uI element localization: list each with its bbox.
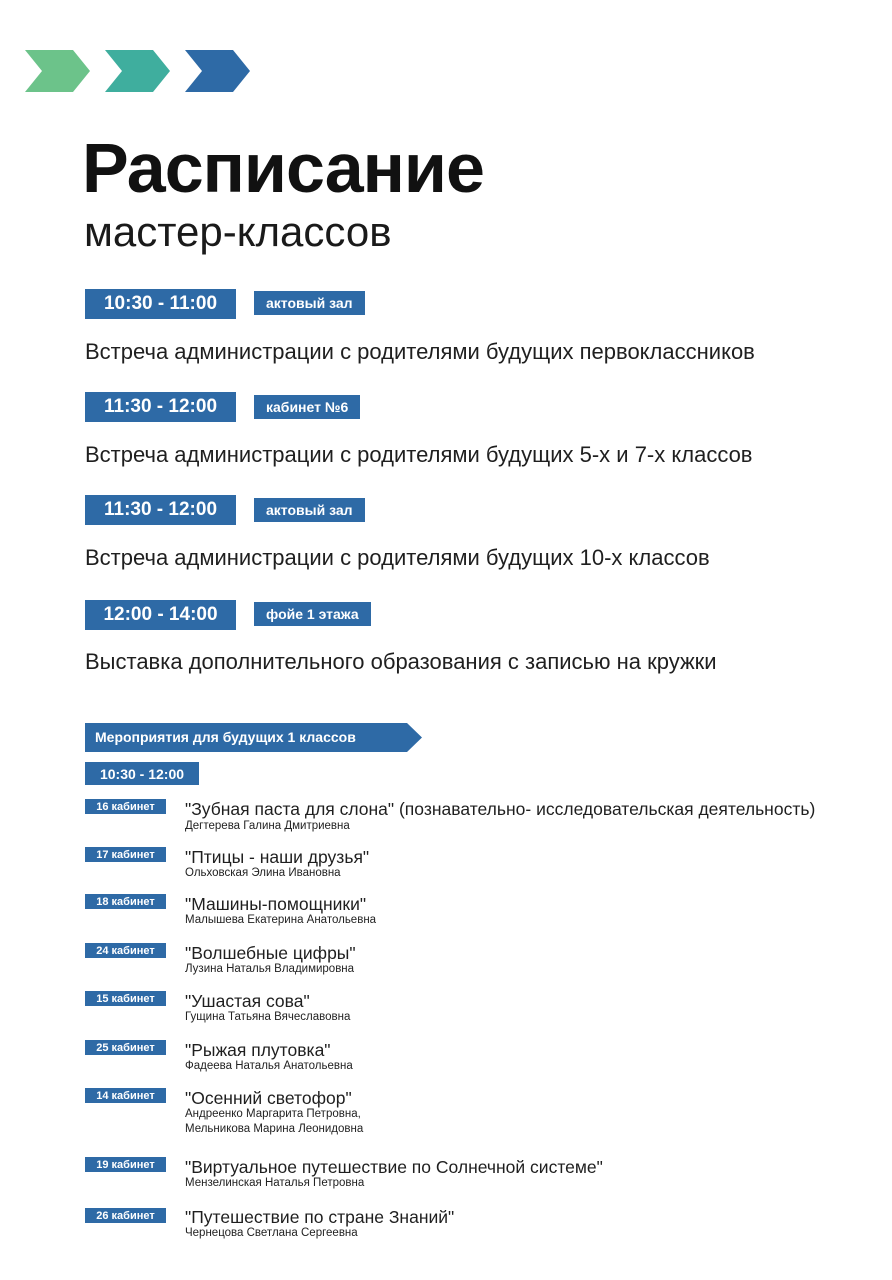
activity-title: "Путешествие по стране Знаний" bbox=[185, 1207, 455, 1227]
activity-person: Андреенко Маргарита Петровна, bbox=[185, 1108, 361, 1120]
time-badge: 11:30 - 12:00 bbox=[85, 495, 236, 525]
event-text: Выставка дополнительного образования с записью на кружки bbox=[85, 649, 717, 674]
activity-person: Малышева Екатерина Анатольевна bbox=[185, 914, 377, 926]
room-label: 25 кабинет bbox=[85, 1040, 166, 1055]
section-banner bbox=[85, 723, 422, 752]
activity-title: "Рыжая плутовка" bbox=[185, 1040, 331, 1060]
page-subtitle: мастер-классов bbox=[84, 208, 392, 255]
room-label: 14 кабинет bbox=[85, 1088, 166, 1103]
room-badge: кабинет №6 bbox=[254, 395, 360, 419]
event-text: Встреча администрации с родителями будущих 5-х и 7-х классов bbox=[85, 442, 753, 467]
activity-title: "Ушастая сова" bbox=[185, 991, 310, 1011]
time-badge: 12:00 - 14:00 bbox=[85, 600, 236, 630]
section-time-badge: 10:30 - 12:00 bbox=[85, 762, 199, 785]
room-badge: актовый зал bbox=[254, 498, 365, 522]
event-text: Встреча администрации с родителями будущих 10-х классов bbox=[85, 545, 710, 570]
room-label: 17 кабинет bbox=[85, 847, 166, 862]
chevron-arrows-icon bbox=[25, 50, 255, 92]
activity-title: "Зубная паста для слона" (познавательно- исследовательская деятельность) bbox=[185, 799, 816, 819]
activity-person: Мензелинская Наталья Петровна bbox=[185, 1177, 365, 1189]
activity-person: Лузина Наталья Владимировна bbox=[185, 963, 355, 975]
activity-title: "Волшебные цифры" bbox=[185, 943, 356, 963]
activity-title: "Птицы - наши друзья" bbox=[185, 847, 370, 867]
room-label: 26 кабинет bbox=[85, 1208, 166, 1223]
activity-title: "Машины-помощники" bbox=[185, 894, 367, 914]
activity-person: Ольховская Элина Ивановна bbox=[185, 867, 341, 879]
page-title: Расписание bbox=[82, 129, 484, 207]
room-badge: актовый зал bbox=[254, 291, 365, 315]
room-label: 24 кабинет bbox=[85, 943, 166, 958]
room-label: 16 кабинет bbox=[85, 799, 166, 814]
activity-person: Чернецова Светлана Сергеевна bbox=[185, 1227, 358, 1239]
room-label: 15 кабинет bbox=[85, 991, 166, 1006]
activity-person: Фадеева Наталья Анатольевна bbox=[185, 1060, 353, 1072]
room-label: 19 кабинет bbox=[85, 1157, 166, 1172]
activity-person: Дегтерева Галина Дмитриевна bbox=[185, 820, 350, 832]
time-badge: 11:30 - 12:00 bbox=[85, 392, 236, 422]
activity-title: "Осенний светофор" bbox=[185, 1088, 352, 1108]
section-title: Мероприятия для будущих 1 классов bbox=[95, 729, 356, 745]
activity-person: Гущина Татьяна Вячеславовна bbox=[185, 1011, 351, 1023]
room-badge: фойе 1 этажа bbox=[254, 602, 371, 626]
event-text: Встреча администрации с родителями будущих первоклассников bbox=[85, 339, 755, 364]
activity-person: Мельникова Марина Леонидовна bbox=[185, 1123, 364, 1135]
room-label: 18 кабинет bbox=[85, 894, 166, 909]
activity-title: "Виртуальное путешествие по Солнечной системе" bbox=[185, 1157, 603, 1177]
time-badge: 10:30 - 11:00 bbox=[85, 289, 236, 319]
